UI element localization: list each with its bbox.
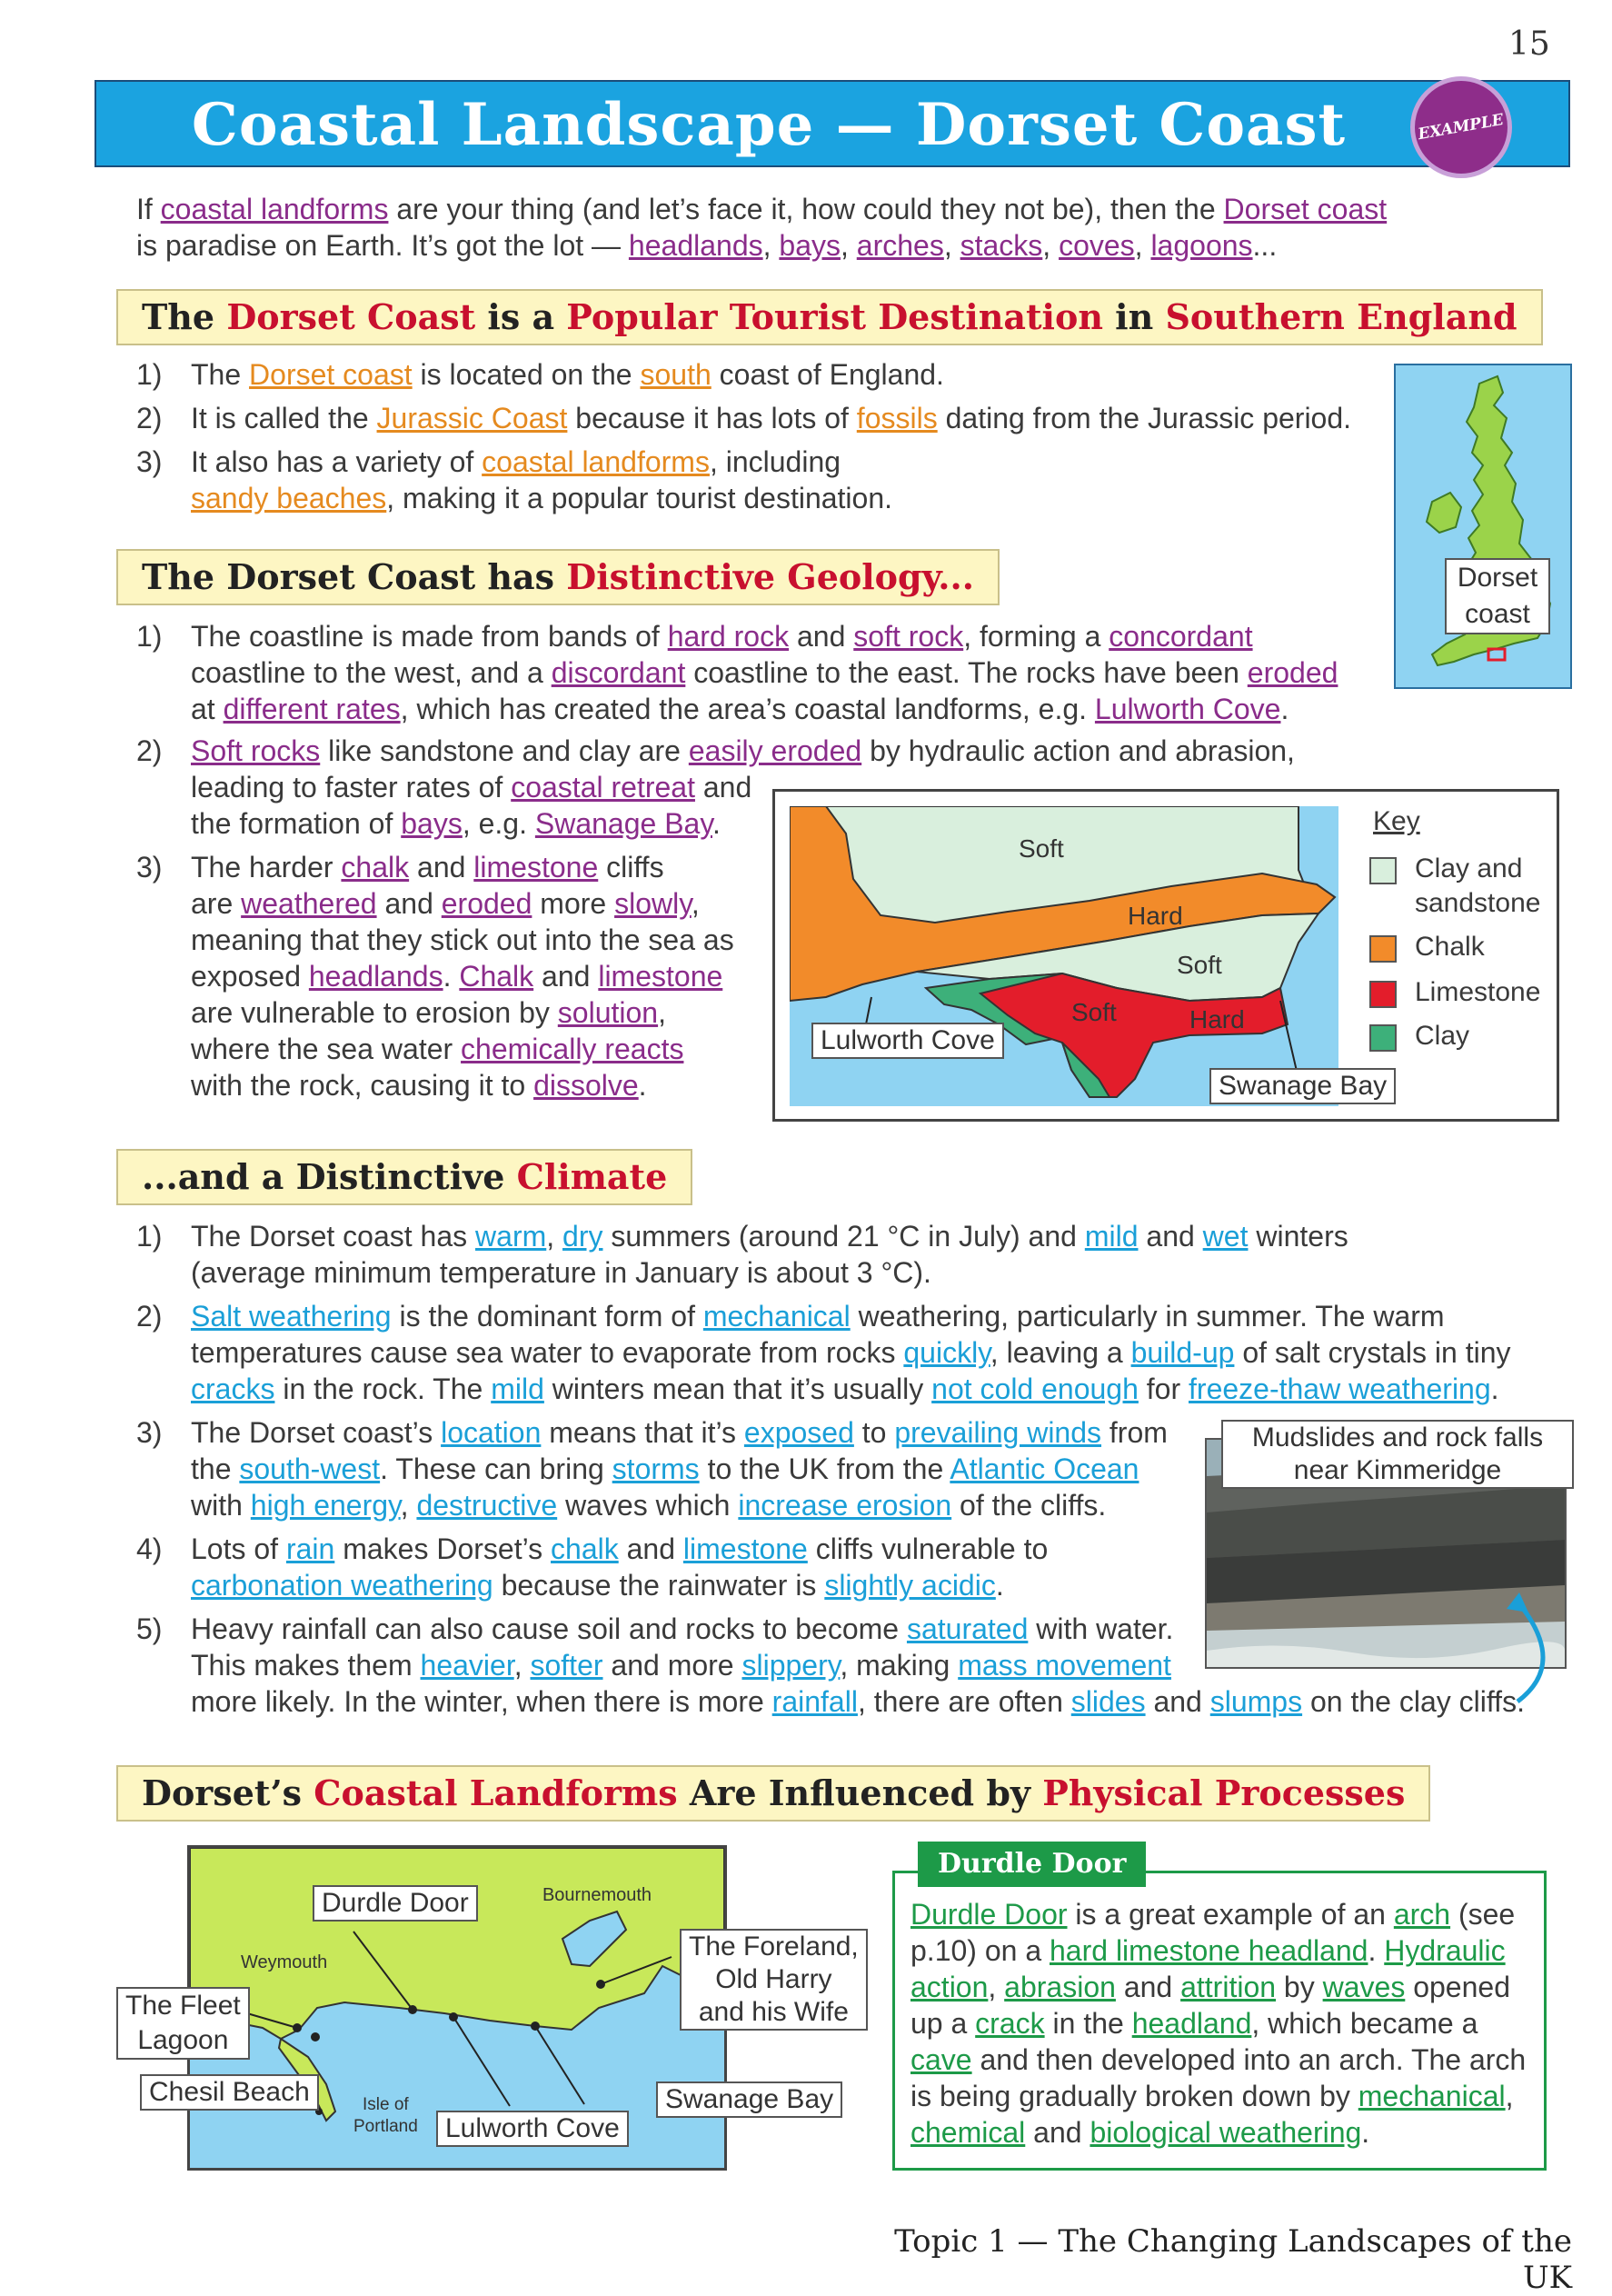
list-item: 3) The harder chalk and limestone cliffs are weathered and eroded more slowly, meaning that they stick out into the sea as exposed headlands. Chalk and limestone are vulnerable to erosion by solution, where the sea water chemically reacts with the rock, causing it to dissolve. xyxy=(136,851,734,1102)
geology-label-soft: Soft xyxy=(1019,834,1064,863)
chesil-beach-label: Chesil Beach xyxy=(140,2074,319,2111)
section-heading-climate: ...and a Distinctive Climate xyxy=(116,1149,692,1205)
weymouth-label: Weymouth xyxy=(241,1952,328,1972)
key-item-clay: Clay xyxy=(1369,1019,1551,1063)
durdle-door-label: Durdle Door xyxy=(313,1885,478,1922)
durdle-door-title: Durdle Door xyxy=(918,1842,1146,1887)
page-title: Coastal Landscape — Dorset Coast xyxy=(191,91,1347,159)
list-item: 4) Lots of rain makes Dorset’s chalk and limestone cliffs vulnerable to carbonation weathering because the rainwater is slightly acidic. xyxy=(136,1532,1049,1602)
key-item-chalk: Chalk xyxy=(1369,930,1551,975)
title-bar xyxy=(95,80,1570,167)
fleet-lagoon-label: The Fleet Lagoon xyxy=(116,1987,250,2060)
page-number: 15 xyxy=(1508,25,1550,63)
dorset-coast-map-label: Dorset coast xyxy=(1445,558,1550,634)
key-list xyxy=(1369,852,1551,1063)
photo-caption: Mudslides and rock falls near Kimmeridge xyxy=(1221,1420,1574,1489)
key-item-limestone: Limestone xyxy=(1369,975,1551,1019)
portland-label-line2: Portland xyxy=(353,2117,418,2136)
badge-label: EXAMPLE xyxy=(1417,110,1506,145)
keyword: Dorset coast xyxy=(1223,193,1388,225)
list-item: 1) The coastline is made from bands of hard rock and soft rock, forming a concordant coastline to the west, and a discordant coastline to the east. The rocks have been eroded at different rates, which has created the area’s coastal landforms, e.g. Lulworth Cove. xyxy=(136,620,1338,725)
section-heading-landforms: Dorset’s Coastal Landforms Are Influenced by Physical Processes xyxy=(116,1765,1430,1822)
bournemouth-label: Bournemouth xyxy=(542,1885,652,1905)
list-item: 3) The Dorset coast’s location means that it’s exposed to prevailing winds from the south-west. These can bring storms to the UK from the Atlantic Ocean with high energy, destructive waves which increase erosion of the cliffs. xyxy=(136,1416,1168,1522)
lulworth-cove-label: Lulworth Cove xyxy=(811,1023,1004,1059)
key-swatch xyxy=(1369,935,1397,963)
section-heading-tourist: The Dorset Coast is a Popular Tourist Destination in Southern England xyxy=(116,289,1543,345)
example-badge xyxy=(1410,76,1512,178)
intro-paragraph: If coastal landforms are your thing (and let’s face it, how could they not be), then the Dorset coast is paradise on Earth. It’s got the lot — headlands, bays, arches, stacks, coves, lagoons... xyxy=(136,193,1388,262)
lulworth-cove-map-label: Lulworth Cove xyxy=(436,2111,629,2147)
geology-label-soft: Soft xyxy=(1177,951,1222,979)
swanage-bay-label: Swanage Bay xyxy=(1209,1068,1396,1104)
geology-map-svg xyxy=(790,806,1338,1106)
durdle-door-text: Durdle Door is a great example of an arch (see p.10) on a hard limestone headland. Hydraulic action, abrasion and attrition by waves opened up a crack in the headland, which became a cave and then developed into an arch. The arch is being gradually broken down by mechanical, chemical and biological weathering. xyxy=(910,1898,1527,2149)
list-item: 1) The Dorset coast has warm, dry summers (around 21 °C in July) and mild and wet winters (average minimum temperature in January is about 3 °C). xyxy=(136,1220,1348,1289)
geology-label-hard: Hard xyxy=(1128,902,1183,930)
geology-map-panel xyxy=(772,789,1559,1122)
geology-label-soft: Soft xyxy=(1071,998,1117,1026)
section-heading-geology: The Dorset Coast has Distinctive Geology... xyxy=(116,549,1000,605)
list-item: 2) Salt weathering is the dominant form of mechanical weathering, particularly in summer. The warm temperatures cause sea water to evaporate from rocks quickly, leaving a build-up of salt crystals in tiny cracks in the rock. The mild winters mean that it’s usually not cold enough for freeze-thaw weathering. xyxy=(136,1300,1511,1405)
foreland-label: The Foreland, Old Harry and his Wife xyxy=(680,1929,868,2031)
tourist-list: 1) The Dorset coast is located on the south coast of England. 2) It is called the Jurassic Coast because it has lots of fossils dating from the Jurassic period. 3) It also has a variety of coastal landforms, including sandy beaches, making it a popular tourist destination. xyxy=(136,358,1352,514)
portland-label-line1: Isle of xyxy=(363,2095,409,2114)
key-item-clay-sandstone: Clay and sandstone xyxy=(1369,852,1551,930)
key-swatch xyxy=(1369,857,1397,884)
swanage-bay-map-label: Swanage Bay xyxy=(656,2081,842,2118)
key-swatch xyxy=(1369,1024,1397,1052)
keyword: coastal landforms xyxy=(160,193,389,225)
list-item: 2) Soft rocks like sandstone and clay are easily eroded by hydraulic action and abrasion, leading to faster rates of coastal retreat and the formation of bays, e.g. Swanage Bay. xyxy=(136,734,1295,840)
list-item: 5) Heavy rainfall can also cause soil and rocks to become saturated with water. This makes them heavier, softer and more slippery, making mass movement more likely. In the winter, when there is more rainfall, there are often slides and slumps on the clay cliffs. xyxy=(136,1612,1525,1718)
geology-label-hard: Hard xyxy=(1189,1005,1245,1033)
key-title: Key xyxy=(1373,806,1420,836)
page-footer: Topic 1 — The Changing Landscapes of the UK xyxy=(894,2223,1572,2296)
key-swatch xyxy=(1369,981,1397,1008)
arrow-icon xyxy=(1499,1582,1572,1709)
